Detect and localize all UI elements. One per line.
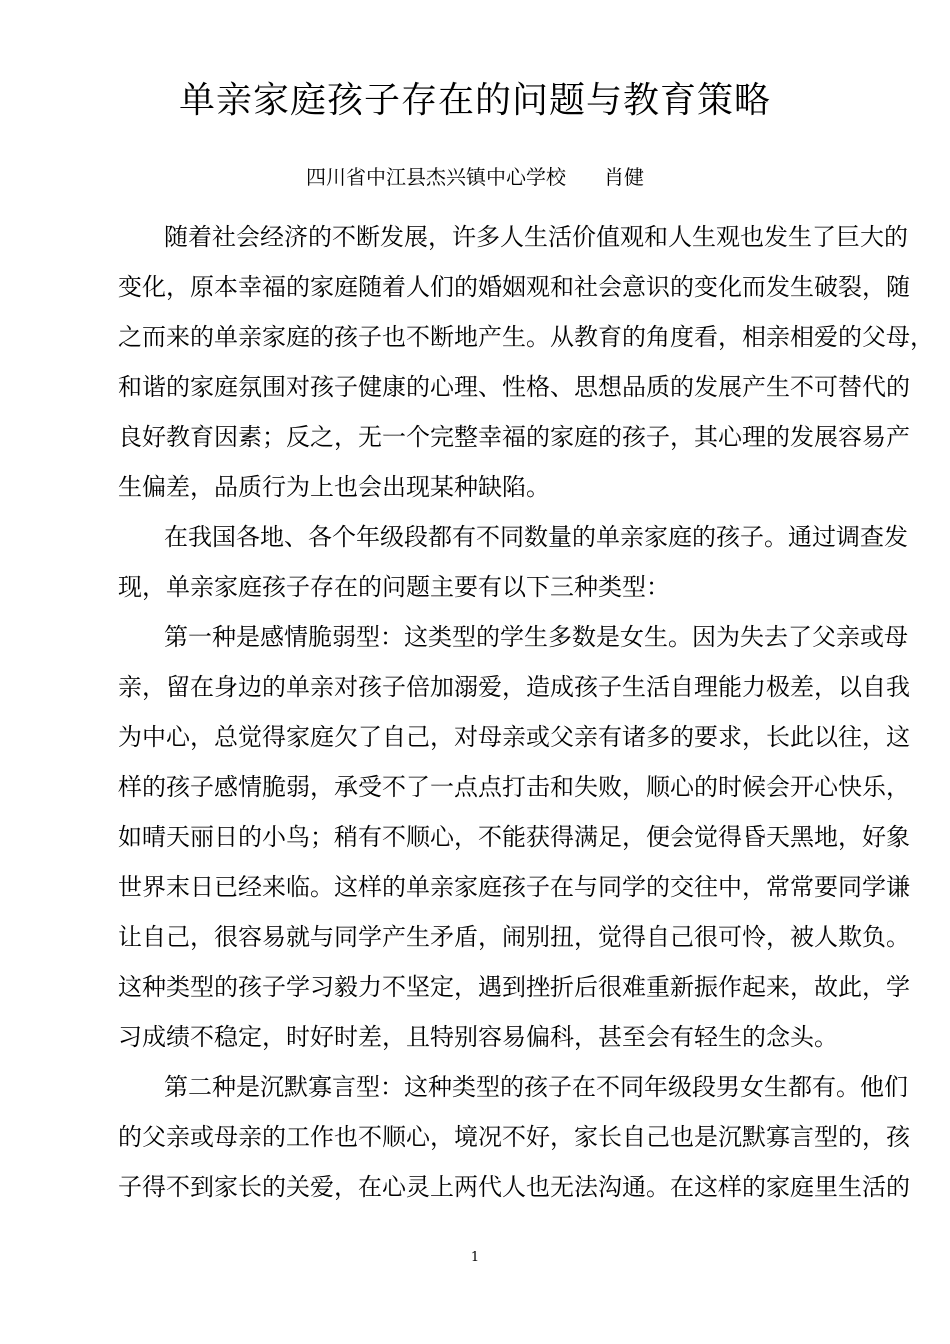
document-body [118, 212, 934, 1212]
text-line: 变化，原本幸福的家庭随着人们的婚姻观和社会意识的变化而发生破裂，随 [118, 273, 910, 301]
text-line: 第二种是沉默寡言型：这种类型的孩子在不同年级段男女生都有。他们 [164, 1073, 908, 1101]
text-line: 生偏差，品质行为上也会出现某种缺陷。 [118, 473, 550, 501]
text-line: 习成绩不稳定，时好时差，且特别容易偏科，甚至会有轻生的念头。 [118, 1023, 838, 1051]
text-line: 之而来的单亲家庭的孩子也不断地产生。从教育的角度看，相亲相爱的父母， [118, 323, 934, 351]
text-line: 第一种是感情脆弱型：这类型的学生多数是女生。因为失去了父亲或母 [164, 623, 908, 651]
text-line: 的父亲或母亲的工作也不顺心，境况不好，家长自己也是沉默寡言型的，孩 [118, 1123, 910, 1151]
text-line: 这种类型的孩子学习毅力不坚定，遇到挫折后很难重新振作起来，故此，学 [118, 973, 910, 1001]
text-line: 子得不到家长的关爱，在心灵上两代人也无法沟通。在这样的家庭里生活的 [118, 1173, 910, 1201]
document-title: 单亲家庭孩子存在的问题与教育策略 [178, 80, 771, 121]
text-line: 现，单亲家庭孩子存在的问题主要有以下三种类型： [118, 573, 670, 601]
text-line: 世界末日已经来临。这样的单亲家庭孩子在与同学的交往中，常常要同学谦 [118, 873, 910, 901]
author-name: 肖健 [604, 165, 644, 189]
author-affiliation: 四川省中江县杰兴镇中心学校 [306, 165, 566, 189]
text-line: 亲，留在身边的单亲对孩子倍加溺爱，造成孩子生活自理能力极差，以自我 [118, 673, 910, 701]
author-line [0, 162, 950, 192]
text-line: 样的孩子感情脆弱，承受不了一点点打击和失败，顺心的时候会开心快乐， [118, 773, 910, 801]
text-line: 良好教育因素；反之，无一个完整幸福的家庭的孩子，其心理的发展容易产 [118, 423, 910, 451]
page-number: 1 [470, 1250, 480, 1265]
text-line: 如晴天丽日的小鸟；稍有不顺心，不能获得满足，便会觉得昏天黑地，好象 [118, 823, 910, 851]
text-line: 为中心，总觉得家庭欠了自己，对母亲或父亲有诸多的要求，长此以往，这 [118, 723, 910, 751]
text-line: 在我国各地、各个年级段都有不同数量的单亲家庭的孩子。通过调查发 [164, 523, 908, 551]
text-line: 让自己，很容易就与同学产生矛盾，闹别扭，觉得自己很可怜，被人欺负。 [118, 923, 910, 951]
text-line: 和谐的家庭氛围对孩子健康的心理、性格、思想品质的发展产生不可替代的 [118, 373, 910, 401]
text-line: 随着社会经济的不断发展，许多人生活价值观和人生观也发生了巨大的 [164, 223, 908, 251]
